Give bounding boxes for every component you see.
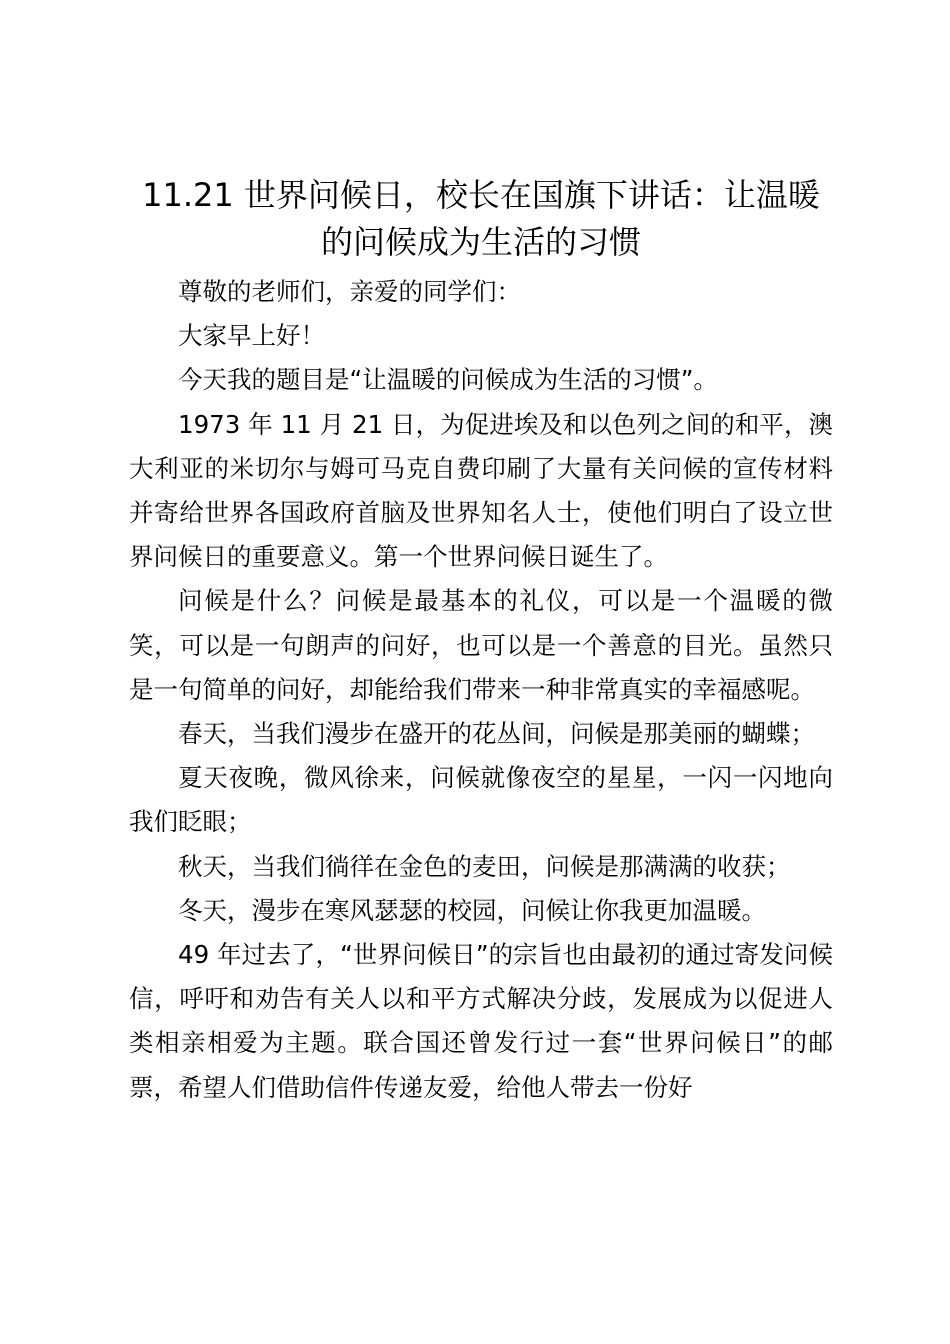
- paragraph-spring: 春天，当我们漫步在盛开的花丛间，问候是那美丽的蝴蝶；: [178, 719, 815, 749]
- document-page: [129, 172, 833, 1110]
- paragraph-summer: 夏天夜晚，微风徐来，问候就像夜空的星星，一闪一闪地向我们眨眼；: [129, 763, 833, 837]
- paragraph-topic: 今天我的题目是“让温暖的问候成为生活的习惯”。: [178, 365, 718, 395]
- document-body: [129, 270, 833, 1110]
- paragraph-49-years: 49 年过去了，“世界问候日”的宗旨也由最初的通过寄发问候信，呼吁和劝告有关人以和平方式解决分歧，发展成为以促进人类相亲相爱为主题。联合国还曾发行过一套“世界问候日”的邮票，希望人们借助信件传递友爱，给他人带去一份好: [129, 940, 833, 1102]
- document-title: 11.21 世界问候日，校长在国旗下讲话：让温暖的问候成为生活的习惯: [142, 176, 820, 261]
- paragraph-winter: 冬天，漫步在寒风瑟瑟的校园，问候让你我更加温暖。: [178, 895, 766, 925]
- paragraph-what-is-greeting: 问候是什么？问候是最基本的礼仪，可以是一个温暖的微笑，可以是一句朗声的问好，也可以是一个善意的目光。虽然只是一句简单的问好，却能给我们带来一种非常真实的幸福感呢。: [129, 586, 833, 704]
- paragraph-autumn: 秋天，当我们徜徉在金色的麦田，问候是那满满的收获；: [178, 851, 791, 881]
- paragraph-history: 1973 年 11 月 21 日，为促进埃及和以色列之间的和平，澳大利亚的米切尔与姆可马克自费印刷了大量有关问候的宣传材料并寄给世界各国政府首脑及世界知名人士，使他们明白了设立世界问候日的重要意义。第一个世界问候日诞生了。: [129, 409, 833, 572]
- paragraph-greeting: 大家早上好！: [178, 321, 325, 351]
- paragraph-salutation: 尊敬的老师们，亲爱的同学们：: [178, 277, 521, 306]
